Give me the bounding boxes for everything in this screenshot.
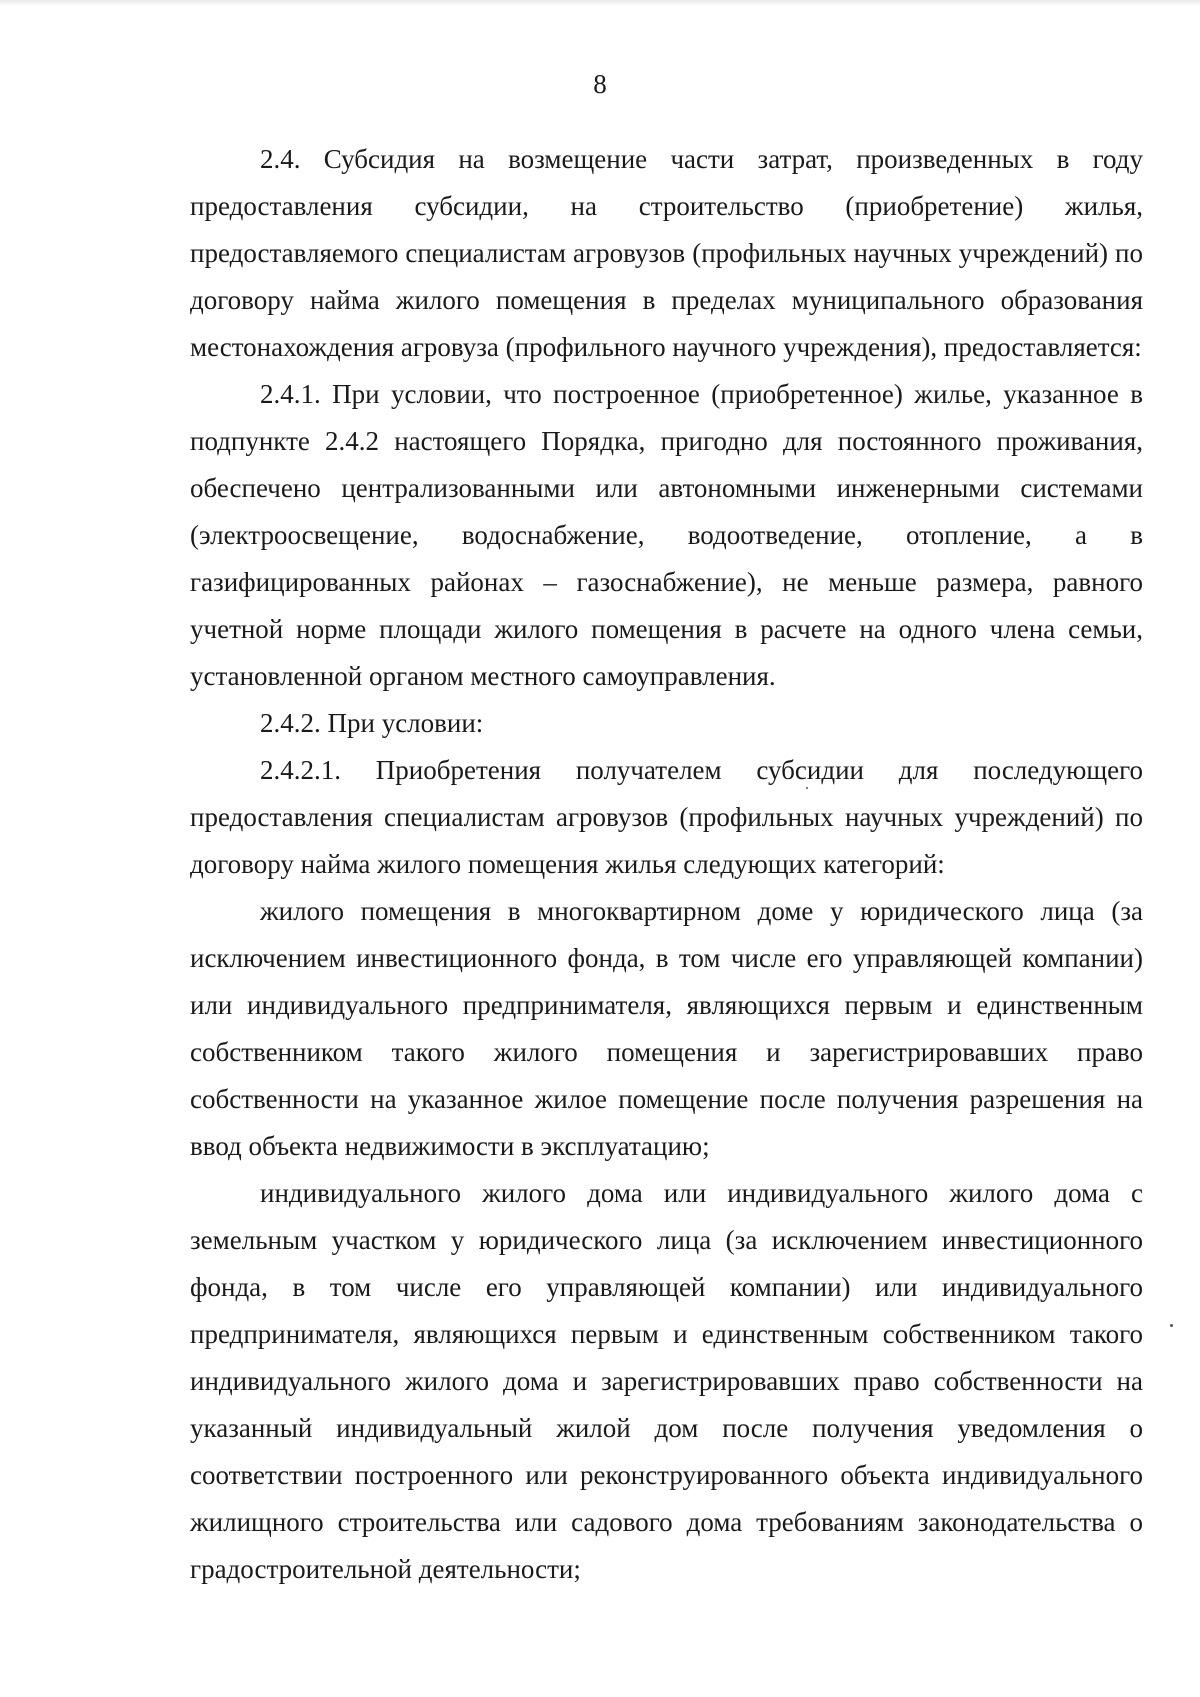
paragraph-house-category: индивидуального жилого дома или индивидуального жилого дома с земельным участком у юридического лица (за исключением инвестиционного фонда, в том числе его управляющей компании) или индивидуального предпринимателя, являющихся первым и единственным собственником такого индивидуального жилого дома и зарегистрировавших право собственности на указанный индивидуальный жилой дом после получения уведомления о соответствии построенного или реконструированного объекта индивидуального жилищного строительства или садового дома требованиям законодательства о градостроительной деятельности; [190,1178,1143,1584]
paragraph-2-4-2: 2.4.2. При условии: [260,708,484,738]
scan-edge-shadow [0,0,1200,6]
paragraph-2-4-1: 2.4.1. При условии, что построенное (приобретенное) жилье, указанное в подпункте 2.4.2 настоящего Порядка, пригодно для постоянного проживания, обеспечено централизованными или автономными инженерными системами (электроосвещение, водоснабжение, водоотведение, отопление, а в газифицированных районах – газоснабжение), не меньше размера, равного учетной норме площади жилого помещения в расчете на одного члена семьи, установленной органом местного самоуправления. [190,379,1143,691]
paragraph-2-4: 2.4. Субсидия на возмещение части затрат, произведенных в году предоставления субсидии, на строительство (приобретение) жилья, предоставляемого специалистам агровузов (профильных научных учреждений) по договору найма жилого помещения в пределах муниципального образования местонахождения агровуза (профильного научного учреждения), предоставляется: [190,144,1143,362]
scan-speck [1170,1324,1173,1327]
paragraph-apartment-category: жилого помещения в многоквартирном доме у юридического лица (за исключением инвестиционного фонда, в том числе его управляющей компании) или индивидуального предпринимателя, являющихся первым и единственным собственником такого жилого помещения и зарегистрировавших право собственности на указанное жилое помещение после получения разрешения на ввод объекта недвижимости в эксплуатацию; [190,896,1143,1161]
scan-speck [806,787,808,789]
document-body [190,136,1143,1593]
page-number: 8 [593,69,607,99]
paragraph-2-4-2-1: 2.4.2.1. Приобретения получателем субсидии для последующего предоставления специалистам агровузов (профильных научных учреждений) по договору найма жилого помещения жилья следующих категорий: [190,755,1143,879]
